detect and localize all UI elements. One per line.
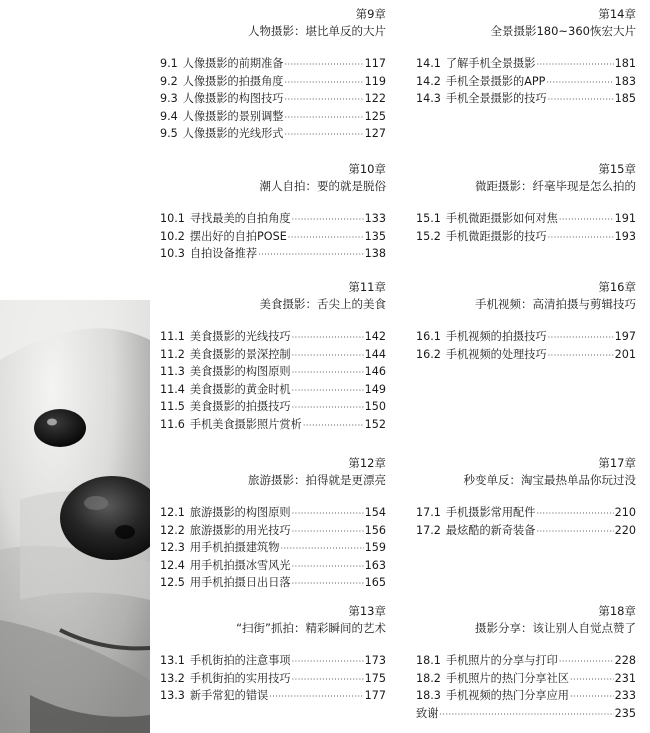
entry-number: 15.1 xyxy=(416,212,441,225)
entry-number: 11.3 xyxy=(160,365,185,379)
chapter-entries xyxy=(160,652,386,705)
entry-page: 228 xyxy=(614,654,636,667)
entry-number: 9.2 xyxy=(160,74,178,88)
entry-page: 173 xyxy=(364,654,386,667)
chapter-number: 第11章 xyxy=(348,280,386,294)
toc-entry[interactable] xyxy=(160,210,386,228)
entry-title: 人像摄影的拍摄角度 xyxy=(182,74,284,88)
entry-title: 手机街拍的注意事项 xyxy=(189,654,291,667)
dot-leader xyxy=(570,688,614,706)
toc-entry[interactable] xyxy=(160,504,386,522)
entry-number: 9.3 xyxy=(160,92,178,106)
entry-page: 233 xyxy=(614,689,636,703)
chapter-title: 微距摄影：纤毫毕现是怎么拍的 xyxy=(475,179,636,193)
entry-number: 11.2 xyxy=(160,347,185,361)
entry-page: 146 xyxy=(364,365,386,379)
entry-number: 18.1 xyxy=(416,654,441,667)
chapter-9 xyxy=(160,6,386,143)
entry-number: 16.1 xyxy=(416,330,441,343)
entry-title: 人像摄影的构图技巧 xyxy=(182,92,284,106)
chapter-number: 第10章 xyxy=(348,162,386,176)
entry-title: 美食摄影的光线技巧 xyxy=(189,330,291,343)
entry-number: 13.1 xyxy=(160,654,185,667)
dot-leader xyxy=(280,540,363,558)
chapter-number: 第17章 xyxy=(598,456,636,470)
entry-page: 156 xyxy=(364,523,386,537)
entry-number: 9.4 xyxy=(160,109,178,123)
toc-entry[interactable] xyxy=(416,90,636,108)
dot-leader xyxy=(285,126,364,144)
toc-entry[interactable] xyxy=(160,652,386,670)
entry-number: 17.2 xyxy=(416,523,441,537)
entry-title: 手机微距摄影的技巧 xyxy=(445,229,547,243)
chapter-entries xyxy=(416,210,636,245)
chapter-title: 人物摄影：堪比单反的大片 xyxy=(248,24,386,38)
entry-number: 11.1 xyxy=(160,330,185,343)
dot-leader xyxy=(292,523,364,541)
entry-page: 210 xyxy=(614,506,636,519)
toc-entry[interactable] xyxy=(160,328,386,346)
toc-entry[interactable] xyxy=(160,228,386,246)
toc-entry[interactable] xyxy=(160,245,386,263)
entry-title: 手机视频的处理技巧 xyxy=(445,347,547,361)
entry-page: 220 xyxy=(614,523,636,537)
dog-photo xyxy=(0,300,150,733)
entry-title: 美食摄影的景深控制 xyxy=(189,347,291,361)
toc-entry[interactable] xyxy=(416,328,636,346)
entry-title: 致谢 xyxy=(416,706,439,720)
chapter-16 xyxy=(416,279,636,363)
entry-page: 133 xyxy=(364,212,386,225)
dot-leader xyxy=(292,575,364,593)
entry-page: 175 xyxy=(364,671,386,685)
chapter-entries xyxy=(160,328,386,434)
entry-title: 手机微距摄影如何对焦 xyxy=(445,212,558,225)
entry-number: 13.2 xyxy=(160,671,185,685)
entry-title: 手机视频的拍摄技巧 xyxy=(445,330,547,343)
chapter-title: 美食摄影：舌尖上的美食 xyxy=(259,297,386,311)
entry-page: 154 xyxy=(364,506,386,519)
dot-leader xyxy=(536,505,613,523)
chapter-11 xyxy=(160,279,386,434)
chapter-title: 摄影分享：该让别人自觉点赞了 xyxy=(475,621,636,635)
dot-leader xyxy=(548,91,614,109)
toc-entry[interactable] xyxy=(160,557,386,575)
toc-entry[interactable] xyxy=(160,539,386,557)
entry-title: 人像摄影的景别调整 xyxy=(182,109,284,123)
chapter-13 xyxy=(160,603,386,705)
chapter-entries xyxy=(416,328,636,363)
toc-entry[interactable] xyxy=(416,346,636,364)
dot-leader xyxy=(559,653,614,671)
entry-number: 11.5 xyxy=(160,400,185,414)
entry-title: 手机全景摄影的技巧 xyxy=(445,92,547,106)
dot-leader xyxy=(285,56,364,74)
chapter-entries xyxy=(416,652,636,722)
entry-title: 摆出好的自拍POSE xyxy=(189,229,287,243)
entry-page: 163 xyxy=(364,558,386,572)
toc-entry[interactable] xyxy=(160,73,386,91)
toc-entry[interactable] xyxy=(160,346,386,364)
entry-page: 152 xyxy=(364,417,386,431)
toc-entry[interactable] xyxy=(160,574,386,592)
chapter-title: 全景摄影180~360恢宏大片 xyxy=(490,24,636,38)
entry-number: 12.1 xyxy=(160,506,185,519)
chapter-number: 第14章 xyxy=(598,7,636,21)
entry-page: 125 xyxy=(364,109,386,123)
dot-leader xyxy=(285,74,364,92)
dot-leader xyxy=(292,399,364,417)
entry-title: 美食摄影的黄金时机 xyxy=(189,382,291,396)
chapter-entries xyxy=(416,504,636,539)
toc-entry[interactable] xyxy=(416,55,636,73)
entry-number: 10.3 xyxy=(160,247,185,261)
entry-page: 191 xyxy=(614,212,636,225)
toc-entry[interactable] xyxy=(160,125,386,143)
entry-title: 手机照片的分享与打印 xyxy=(445,654,558,667)
dot-leader xyxy=(439,706,613,724)
dot-leader xyxy=(292,558,364,576)
dot-leader xyxy=(548,229,614,247)
entry-page: 183 xyxy=(614,74,636,88)
entry-title: 寻找最美的自拍角度 xyxy=(189,212,291,225)
dot-leader xyxy=(292,364,364,382)
toc-entry[interactable] xyxy=(160,670,386,688)
toc-entry-acknowledgements[interactable] xyxy=(416,705,636,723)
entry-page: 231 xyxy=(614,671,636,685)
entry-title: 用手机拍摄日出日落 xyxy=(189,576,291,590)
entry-number: 10.2 xyxy=(160,229,185,243)
toc-entry[interactable] xyxy=(160,55,386,73)
dot-leader xyxy=(292,329,364,347)
toc-entry[interactable] xyxy=(416,228,636,246)
entry-number: 12.5 xyxy=(160,576,185,590)
toc-entry[interactable] xyxy=(416,210,636,228)
entry-title: 美食摄影的构图原则 xyxy=(189,365,291,379)
entry-page: 117 xyxy=(364,57,386,70)
entry-number: 9.5 xyxy=(160,127,178,141)
toc-entry[interactable] xyxy=(160,687,386,705)
chapter-number: 第15章 xyxy=(598,162,636,176)
chapter-title: 秒变单反：淘宝最热单品你玩过没 xyxy=(463,473,636,487)
toc-entry[interactable] xyxy=(416,522,636,540)
chapter-18 xyxy=(416,603,636,722)
chapter-title: “扫街”抓拍：精彩瞬间的艺术 xyxy=(236,621,386,635)
entry-page: 159 xyxy=(364,541,386,555)
chapter-number: 第12章 xyxy=(348,456,386,470)
entry-number: 18.3 xyxy=(416,689,441,703)
dot-leader xyxy=(258,246,364,264)
entry-page: 193 xyxy=(614,229,636,243)
entry-title: 手机美食摄影照片赏析 xyxy=(189,417,302,431)
entry-title: 旅游摄影的用光技巧 xyxy=(189,523,291,537)
entry-number: 11.4 xyxy=(160,382,185,396)
dot-leader xyxy=(536,523,613,541)
entry-page: 135 xyxy=(364,229,386,243)
entry-number: 12.2 xyxy=(160,523,185,537)
toc-entry[interactable] xyxy=(160,381,386,399)
entry-number: 16.2 xyxy=(416,347,441,361)
entry-title: 手机摄影常用配件 xyxy=(445,506,536,519)
chapter-12 xyxy=(160,455,386,592)
entry-page: 185 xyxy=(614,92,636,106)
entry-number: 9.1 xyxy=(160,57,178,70)
entry-page: 165 xyxy=(364,576,386,590)
entry-title: 手机全景摄影的APP xyxy=(445,74,546,88)
entry-title: 人像摄影的光线形式 xyxy=(182,127,284,141)
entry-number: 12.3 xyxy=(160,541,185,555)
chapter-10 xyxy=(160,161,386,263)
entry-number: 18.2 xyxy=(416,671,441,685)
dot-leader xyxy=(285,91,364,109)
dot-leader xyxy=(292,505,364,523)
entry-number: 10.1 xyxy=(160,212,185,225)
entry-title: 最炫酷的新奇装备 xyxy=(445,523,536,537)
toc-entry[interactable] xyxy=(160,398,386,416)
chapter-title: 潮人自拍：要的就是脱俗 xyxy=(259,179,386,193)
entry-title: 手机街拍的实用技巧 xyxy=(189,671,291,685)
toc-entry[interactable] xyxy=(160,363,386,381)
entry-title: 了解手机全景摄影 xyxy=(445,57,536,70)
entry-title: 新手常犯的错误 xyxy=(189,689,269,703)
dot-leader xyxy=(546,74,613,92)
chapter-entries xyxy=(416,55,636,108)
dot-leader xyxy=(292,653,364,671)
dot-leader xyxy=(269,688,363,706)
entry-page: 177 xyxy=(364,689,386,703)
entry-number: 14.3 xyxy=(416,92,441,106)
dot-leader xyxy=(570,671,614,689)
chapter-title: 旅游摄影：拍得就是更漂亮 xyxy=(248,473,386,487)
entry-page: 144 xyxy=(364,347,386,361)
entry-number: 17.1 xyxy=(416,506,441,519)
toc-entry[interactable] xyxy=(160,522,386,540)
entry-page: 181 xyxy=(614,57,636,70)
entry-page: 149 xyxy=(364,382,386,396)
chapter-entries xyxy=(160,55,386,143)
entry-page: 122 xyxy=(364,92,386,106)
chapter-14 xyxy=(416,6,636,108)
entry-page: 142 xyxy=(364,330,386,343)
entry-page: 127 xyxy=(364,127,386,141)
entry-title: 旅游摄影的构图原则 xyxy=(189,506,291,519)
dot-leader xyxy=(292,211,364,229)
entry-title: 手机照片的热门分享社区 xyxy=(445,671,569,685)
entry-title: 美食摄影的拍摄技巧 xyxy=(189,400,291,414)
entry-number: 13.3 xyxy=(160,689,185,703)
dot-leader xyxy=(548,329,614,347)
entry-page: 197 xyxy=(614,330,636,343)
toc-entry[interactable] xyxy=(416,73,636,91)
entry-number: 11.6 xyxy=(160,417,185,431)
toc-entry[interactable] xyxy=(416,670,636,688)
dot-leader xyxy=(536,56,613,74)
entry-page: 119 xyxy=(364,74,386,88)
dot-leader xyxy=(292,671,364,689)
entry-page: 235 xyxy=(614,706,636,720)
toc-entry[interactable] xyxy=(416,504,636,522)
entry-title: 人像摄影的前期准备 xyxy=(182,57,284,70)
chapter-title: 手机视频：高清拍摄与剪辑技巧 xyxy=(475,297,636,311)
dot-leader xyxy=(285,109,364,127)
entry-title: 自拍设备推荐 xyxy=(189,247,258,261)
entry-title: 用手机拍摄冰雪风光 xyxy=(189,558,291,572)
entry-title: 手机视频的热门分享应用 xyxy=(445,689,569,703)
chapter-number: 第9章 xyxy=(355,7,386,21)
dot-leader xyxy=(292,347,364,365)
toc-entry[interactable] xyxy=(160,416,386,434)
entry-page: 150 xyxy=(364,400,386,414)
entry-number: 14.1 xyxy=(416,57,441,70)
dot-leader xyxy=(288,229,364,247)
chapter-number: 第18章 xyxy=(598,604,636,618)
chapter-entries xyxy=(160,210,386,263)
dot-leader xyxy=(303,417,364,435)
chapter-number: 第16章 xyxy=(598,280,636,294)
toc-entry[interactable] xyxy=(160,108,386,126)
chapter-number: 第13章 xyxy=(348,604,386,618)
toc-entry[interactable] xyxy=(160,90,386,108)
chapter-17 xyxy=(416,455,636,539)
entry-title: 用手机拍摄建筑物 xyxy=(189,541,280,555)
chapter-15 xyxy=(416,161,636,245)
entry-number: 15.2 xyxy=(416,229,441,243)
dot-leader xyxy=(548,347,614,365)
entry-page: 138 xyxy=(364,247,386,261)
dot-leader xyxy=(292,382,364,400)
entry-number: 12.4 xyxy=(160,558,185,572)
chapter-entries xyxy=(160,504,386,592)
entry-page: 201 xyxy=(614,347,636,361)
toc-entry[interactable] xyxy=(416,687,636,705)
entry-number: 14.2 xyxy=(416,74,441,88)
dot-leader xyxy=(559,211,614,229)
toc-entry[interactable] xyxy=(416,652,636,670)
